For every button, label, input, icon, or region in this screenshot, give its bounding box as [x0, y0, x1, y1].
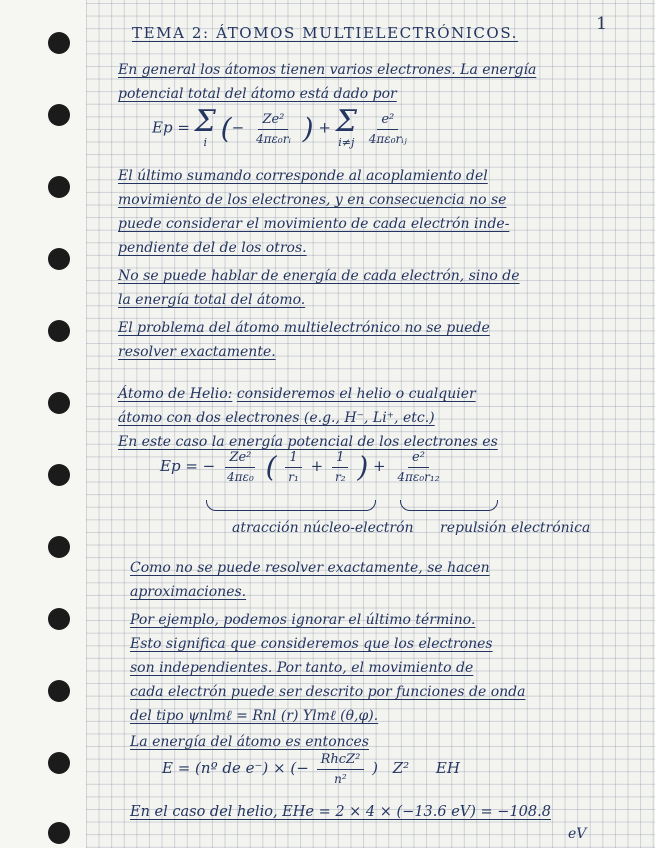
example-paragraph	[130, 608, 525, 728]
fraction: $\frac{1}{\text{r₁}}$	[284, 450, 303, 484]
text-line: pendiente del de los otros.	[118, 240, 307, 256]
text-line: potencial total del átomo está dado por	[118, 86, 397, 102]
fraction: $\frac{\text{Ze²}}{\text{4πε₀rᵢ}}$	[255, 111, 291, 146]
page-margin	[0, 0, 86, 848]
text-line: del tipo ψnlmℓ = Rnl (r) Ylmℓ (θ,φ).	[130, 708, 379, 724]
repulsion-label: repulsión electrónica	[440, 520, 591, 536]
helium-energy-line	[130, 800, 551, 824]
coupling-paragraph	[118, 164, 509, 260]
text-line: puede considerar el movimiento de cada electrón inde-	[118, 216, 510, 232]
atom-energy-equation: E = (nº de e⁻) × (− $\frac{\text{RhcZ²}}{\text{n²}}$ ) Z² EH	[162, 752, 460, 786]
text-line: aproximaciones.	[130, 584, 247, 600]
text-line: El problema del átomo multielectrónico no se puede	[118, 320, 490, 336]
text-line: No se puede hablar de energía de cada electrón, sino de	[118, 268, 520, 284]
fraction: $\frac{\text{Ze²}}{\text{4πε₀}}$	[227, 450, 254, 484]
text-line: son independientes. Por tanto, el movimiento de	[130, 660, 474, 676]
sum-symbol: Σ i	[194, 104, 216, 149]
text-line: En el caso del helio, EHe = 2 × 4 × (−13.6 eV) = −108.8	[130, 804, 551, 820]
attraction-label: atracción núcleo-electrón	[232, 520, 414, 536]
binder-hole	[48, 536, 70, 558]
page-number: 1	[596, 14, 607, 34]
fraction: $\frac{\text{e²}}{\text{4πε₀rᵢⱼ}}$	[368, 111, 407, 146]
binder-hole	[48, 392, 70, 414]
problem-paragraph	[118, 316, 490, 364]
fraction: $\frac{\text{RhcZ²}}{\text{n²}}$	[317, 752, 365, 786]
attraction-brace	[206, 500, 376, 511]
binder-hole	[48, 248, 70, 270]
potential-energy-equation: Ep = Σ i (− $\frac{\text{Ze²}}{\text{4πε₀rᵢ}}$ ) + Σ i≠j $\frac{\text{e²}}{\text{4πε₀rᵢⱼ}}$	[152, 108, 414, 149]
helium-section	[118, 382, 498, 454]
fraction: $\frac{\text{e²}}{\text{4πε₀r₁₂}}$	[397, 450, 440, 484]
text-line: El último sumando corresponde al acoplamiento del	[118, 168, 488, 184]
total-energy-paragraph	[118, 264, 520, 312]
eq-lhs: Ep = −	[160, 457, 216, 475]
text-line: movimiento de los electrones, y en consecuencia no se	[118, 192, 507, 208]
text-line: consideremos el helio o cualquier	[236, 386, 476, 402]
text-line: Por ejemplo, podemos ignorar el último término.	[130, 612, 476, 628]
helium-potential-equation: Ep = − $\frac{\text{Ze²}}{\text{4πε₀}}$ ( $\frac{1}{\text{r₁}}$ + $\frac{1}{\text{r₂}}$ ) + $\frac{\text{e²}}{\text{4πε₀r₁₂}}$	[160, 450, 447, 484]
binder-hole	[48, 464, 70, 486]
binder-hole	[48, 320, 70, 342]
binder-hole	[48, 104, 70, 126]
fraction: $\frac{1}{\text{r₂}}$	[331, 450, 350, 484]
energy-unit: eV	[568, 826, 587, 842]
binder-hole	[48, 608, 70, 630]
binder-hole	[48, 176, 70, 198]
binder-hole	[48, 822, 70, 844]
helium-heading: Átomo de Helio:	[118, 386, 233, 402]
text-line: La energía del átomo es entonces	[130, 734, 369, 750]
approximations-paragraph	[130, 556, 490, 604]
text-line: En este caso la energía potencial de los electrones es	[118, 434, 498, 450]
text-line: cada electrón puede ser descrito por funciones de onda	[130, 684, 526, 700]
binder-hole	[48, 752, 70, 774]
text-line: Esto significa que consideremos que los electrones	[130, 636, 493, 652]
eq-lhs: Ep =	[152, 118, 190, 137]
intro-paragraph	[118, 58, 536, 106]
text-line: resolver exactamente.	[118, 344, 276, 360]
binder-hole	[48, 32, 70, 54]
binder-hole	[48, 680, 70, 702]
page-title: TEMA 2: ÁTOMOS MULTIELECTRÓNICOS.	[132, 24, 519, 42]
text-line: Como no se puede resolver exactamente, se hacen	[130, 560, 490, 576]
text-line: En general los átomos tienen varios electrones. La energía	[118, 62, 537, 78]
text-line: la energía total del átomo.	[118, 292, 306, 308]
sum-symbol: Σ i≠j	[335, 104, 357, 149]
text-line: átomo con dos electrones (e.g., H⁻, Li⁺, etc.)	[118, 410, 435, 426]
repulsion-brace	[400, 500, 498, 511]
energy-intro	[130, 730, 369, 754]
